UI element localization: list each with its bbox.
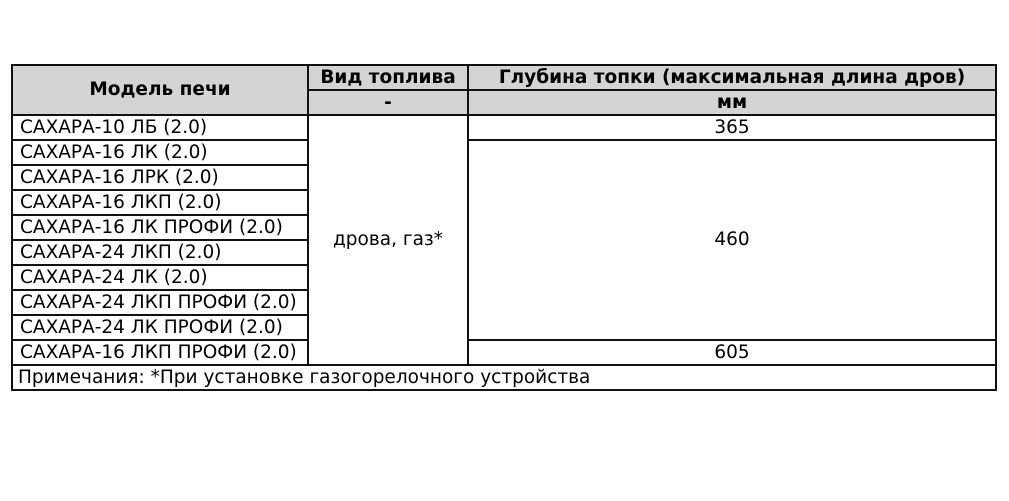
- model-cell: САХАРА-24 ЛКП ПРОФИ (2.0): [12, 290, 308, 315]
- depth-cell-460: 460: [468, 140, 996, 340]
- depth-cell-365: 365: [468, 115, 996, 140]
- table-row: [12, 340, 996, 365]
- header-depth: Глубина топки (максимальная длина дров): [468, 65, 996, 90]
- model-cell: САХАРА-16 ЛКП ПРОФИ (2.0): [12, 340, 308, 365]
- unit-fuel: -: [308, 90, 468, 115]
- table-row: [12, 140, 996, 165]
- unit-depth: мм: [468, 90, 996, 115]
- model-cell: САХАРА-16 ЛРК (2.0): [12, 165, 308, 190]
- model-cell: САХАРА-16 ЛКП (2.0): [12, 190, 308, 215]
- model-cell: САХАРА-24 ЛК ПРОФИ (2.0): [12, 315, 308, 340]
- model-cell: САХАРА-24 ЛК (2.0): [12, 265, 308, 290]
- header-fuel-type: Вид топлива: [308, 65, 468, 90]
- depth-cell-605: 605: [468, 340, 996, 365]
- model-cell: САХАРА-24 ЛКП (2.0): [12, 240, 308, 265]
- fuel-cell: дрова, газ*: [308, 115, 468, 365]
- table-note: Примечания: *При установке газогорелочного устройства: [12, 365, 996, 390]
- table-row: [12, 115, 996, 140]
- note-row: [12, 365, 996, 390]
- header-model: Модель печи: [12, 65, 308, 115]
- model-cell: САХАРА-16 ЛК ПРОФИ (2.0): [12, 215, 308, 240]
- header-row: [12, 65, 996, 90]
- stove-specs-table: [11, 64, 997, 391]
- model-cell: САХАРА-16 ЛК (2.0): [12, 140, 308, 165]
- model-cell: САХАРА-10 ЛБ (2.0): [12, 115, 308, 140]
